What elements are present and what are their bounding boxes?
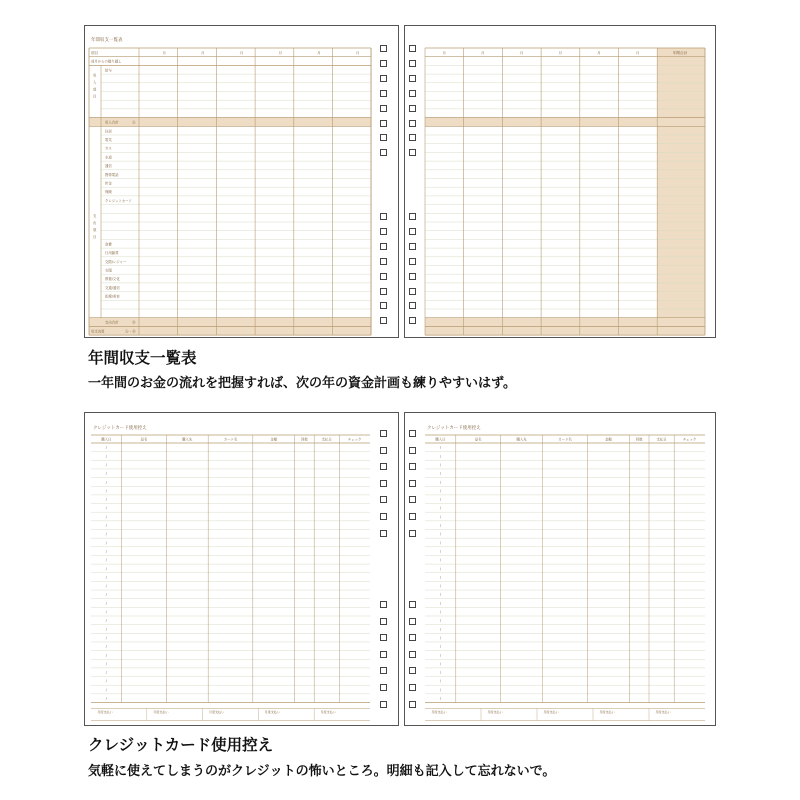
- date-placeholder: /: [105, 687, 107, 692]
- binder-hole: [409, 288, 416, 295]
- column-header: 支払日: [656, 437, 667, 442]
- date-placeholder: /: [439, 610, 441, 614]
- date-placeholder: /: [105, 549, 107, 554]
- footer-label: 月度支払い: [320, 710, 336, 714]
- income-section-char: 項: [93, 87, 97, 92]
- date-placeholder: /: [105, 523, 107, 528]
- date-placeholder: /: [105, 497, 107, 502]
- month-label: 月: [597, 51, 601, 55]
- date-placeholder: /: [439, 471, 441, 476]
- date-placeholder: /: [439, 454, 441, 459]
- expense-item: 食費: [105, 242, 112, 247]
- date-placeholder: /: [439, 670, 441, 675]
- month-label: 月: [355, 51, 360, 55]
- binder-hole: [380, 618, 387, 625]
- expense-item: 交通/通信: [105, 285, 120, 290]
- month-label: 月: [239, 51, 244, 55]
- footer-label: 月度支払い: [264, 710, 281, 714]
- date-placeholder: /: [439, 523, 441, 528]
- date-placeholder: /: [105, 471, 107, 476]
- binder-hole: [380, 90, 387, 97]
- binder-hole: [380, 149, 387, 156]
- carryover-label: 前月からの繰り越し: [91, 59, 122, 64]
- footer-label: 月度支払い: [543, 710, 559, 714]
- month-label: 月: [558, 51, 563, 55]
- expense-item: 保険: [105, 190, 112, 195]
- income-section-char: 目: [93, 94, 97, 99]
- month-label: 月: [635, 51, 640, 55]
- balance-label: 収支決算: [91, 329, 105, 334]
- income-marker: Ⓐ: [132, 120, 136, 125]
- binder-hole: [380, 243, 387, 250]
- credit-left-sheet: [85, 413, 400, 727]
- date-placeholder: /: [439, 635, 441, 640]
- date-placeholder: /: [105, 592, 107, 597]
- column-header: 購入日: [101, 437, 112, 442]
- expense-item: 通信: [105, 164, 112, 169]
- binder-hole: [409, 530, 416, 537]
- date-placeholder: /: [439, 679, 441, 684]
- income-total-label: 収入合計: [105, 120, 119, 125]
- binder-hole: [409, 480, 416, 487]
- binder-hole: [380, 213, 387, 220]
- date-placeholder: /: [105, 679, 107, 684]
- annual-caption-desc: 一年間のお金の流れを把握すれば、次の年の資金計画も練りやすいはず。: [88, 376, 516, 391]
- date-placeholder: /: [439, 696, 441, 701]
- column-header: 回数: [301, 437, 308, 442]
- binder-hole: [409, 701, 416, 708]
- date-placeholder: /: [105, 575, 107, 580]
- month-label: 月: [317, 51, 321, 55]
- date-placeholder: /: [439, 592, 441, 597]
- date-placeholder: /: [439, 687, 441, 692]
- column-header: 購入先: [516, 437, 527, 442]
- date-placeholder: /: [105, 653, 107, 658]
- date-placeholder: /: [439, 661, 441, 666]
- date-placeholder: /: [439, 497, 441, 502]
- date-placeholder: /: [105, 696, 107, 701]
- column-header: 金額: [605, 437, 612, 442]
- expense-section-char: 項: [93, 227, 97, 232]
- binder-hole: [380, 60, 387, 67]
- binder-hole: [409, 302, 416, 309]
- date-placeholder: /: [105, 584, 107, 589]
- date-placeholder: /: [105, 566, 107, 571]
- date-placeholder: /: [439, 445, 441, 450]
- date-placeholder: /: [105, 454, 107, 459]
- expense-item: 衣服: [105, 268, 112, 273]
- date-placeholder: /: [105, 540, 107, 545]
- date-placeholder: /: [105, 661, 107, 666]
- column-header: 支払日: [321, 437, 332, 442]
- expense-item: 住居: [105, 129, 112, 134]
- binder-hole: [409, 651, 416, 658]
- binder-hole: [380, 496, 387, 503]
- date-placeholder: /: [105, 610, 107, 614]
- annual-caption-title: 年間収支一覧表: [88, 349, 197, 367]
- header-label: 項目: [91, 51, 99, 55]
- date-placeholder: /: [105, 558, 107, 563]
- binder-hole: [380, 105, 387, 112]
- date-placeholder: /: [439, 584, 441, 589]
- binder-hole: [380, 667, 387, 674]
- credit-right-sheet: [405, 413, 717, 727]
- credit-left-page: [84, 412, 399, 726]
- binder-hole: [380, 134, 387, 141]
- expense-item: 貯金: [105, 181, 112, 186]
- binder-hole: [380, 228, 387, 235]
- footer-label: 月度支払い: [655, 710, 671, 714]
- expense-item: 携帯電話: [105, 172, 119, 177]
- sheet-title: 年間収支一覧表: [91, 38, 123, 43]
- date-placeholder: /: [105, 618, 107, 623]
- credit-caption-title: クレジットカード使用控え: [88, 736, 274, 754]
- credit-right-page: [404, 412, 716, 726]
- date-placeholder: /: [105, 462, 107, 467]
- footer-label: 月度支払い: [153, 710, 169, 714]
- date-placeholder: /: [439, 506, 441, 511]
- footer-label: 月度支払い: [97, 710, 113, 714]
- binder-hole: [409, 60, 416, 67]
- binder-hole: [409, 634, 416, 641]
- income-section-char: 入: [93, 80, 97, 85]
- date-placeholder: /: [439, 575, 441, 580]
- expense-item: ガス: [105, 146, 112, 151]
- column-header: チェック: [347, 437, 362, 442]
- binder-hole: [409, 90, 416, 97]
- date-placeholder: /: [439, 540, 441, 545]
- binder-hole: [409, 317, 416, 324]
- annual-total-label: 年間合計: [672, 51, 688, 55]
- date-placeholder: /: [105, 627, 107, 632]
- date-placeholder: /: [439, 627, 441, 632]
- annual-left-page: [84, 25, 399, 338]
- binder-hole: [380, 302, 387, 309]
- income-item: 給与: [105, 68, 112, 73]
- annual-left-sheet: [85, 26, 400, 339]
- date-placeholder: /: [439, 462, 441, 467]
- binder-hole: [380, 513, 387, 520]
- column-header: 回数: [635, 437, 643, 442]
- income-section-char: 収: [93, 73, 97, 78]
- footer-label: 月度支払い: [487, 710, 503, 714]
- date-placeholder: /: [105, 480, 107, 485]
- month-label: 月: [201, 51, 205, 55]
- binder-hole: [380, 601, 387, 608]
- annual-right-sheet: [405, 26, 717, 339]
- annual-right-page: [404, 25, 716, 338]
- column-header: カード名: [223, 437, 238, 442]
- expense-item: 電気: [105, 138, 112, 142]
- date-placeholder: /: [439, 566, 441, 571]
- annual-total-column: [657, 48, 705, 335]
- month-label: 月: [442, 51, 446, 55]
- expense-item: 交際/レジャー: [105, 259, 127, 264]
- date-placeholder: /: [105, 506, 107, 511]
- binder-hole: [409, 105, 416, 112]
- binder-hole: [380, 530, 387, 537]
- expense-item: クレジットカード: [105, 198, 132, 203]
- binder-hole: [380, 288, 387, 295]
- month-label: 月: [278, 51, 283, 55]
- column-header: 品名: [140, 437, 148, 442]
- date-placeholder: /: [439, 514, 441, 519]
- date-placeholder: /: [439, 558, 441, 563]
- binder-hole: [409, 496, 416, 503]
- binder-hole: [380, 634, 387, 641]
- binder-hole: [409, 258, 416, 265]
- binder-hole: [409, 149, 416, 156]
- binder-hole: [380, 273, 387, 280]
- binder-hole: [380, 447, 387, 454]
- binder-hole: [409, 513, 416, 520]
- date-placeholder: /: [439, 532, 441, 537]
- binder-hole: [409, 463, 416, 470]
- date-placeholder: /: [105, 514, 107, 519]
- binder-hole: [380, 45, 387, 52]
- binder-hole: [409, 667, 416, 674]
- binder-hole: [409, 134, 416, 141]
- column-header: 金額: [270, 437, 278, 442]
- binder-hole: [380, 701, 387, 708]
- date-placeholder: /: [439, 480, 441, 485]
- date-placeholder: /: [105, 601, 107, 606]
- binder-hole: [380, 75, 387, 82]
- expense-item: 水道: [105, 155, 112, 160]
- expense-total-label: 支出合計: [105, 320, 119, 325]
- binder-hole: [409, 228, 416, 235]
- footer-label: 月度支払い: [208, 710, 225, 714]
- date-placeholder: /: [105, 644, 107, 649]
- month-label: 月: [481, 51, 485, 55]
- expense-item: 日用雑貨: [105, 251, 119, 256]
- binder-hole: [409, 273, 416, 280]
- expense-item: 医療/美容: [105, 294, 120, 299]
- month-label: 月: [162, 51, 166, 55]
- sheet-title: クレジットカード使用控え: [93, 426, 147, 431]
- sheet-title: クレジットカード使用控え: [427, 426, 481, 431]
- column-header: 品名: [474, 437, 482, 442]
- binder-hole: [409, 601, 416, 608]
- binder-hole: [409, 430, 416, 437]
- column-header: カード名: [558, 437, 572, 442]
- column-header: 購入日: [435, 437, 446, 442]
- binder-hole: [380, 317, 387, 324]
- binder-hole: [380, 258, 387, 265]
- date-placeholder: /: [105, 488, 107, 493]
- binder-hole: [380, 480, 387, 487]
- expense-section-char: 出: [93, 220, 97, 225]
- footer-label: 月度支払い: [431, 710, 447, 714]
- binder-hole: [380, 120, 387, 127]
- credit-caption-desc: 気軽に使えてしまうのがクレジットの怖いところ。明細も記入して忘れないで。: [88, 764, 556, 779]
- month-label: 月: [519, 51, 524, 55]
- binder-hole: [380, 684, 387, 691]
- date-placeholder: /: [105, 635, 107, 640]
- binder-hole: [409, 75, 416, 82]
- date-placeholder: /: [105, 532, 107, 537]
- date-placeholder: /: [105, 445, 107, 450]
- binder-hole: [409, 618, 416, 625]
- binder-hole: [380, 651, 387, 658]
- binder-hole: [409, 684, 416, 691]
- date-placeholder: /: [439, 644, 441, 649]
- expense-item: 教養/文化: [105, 277, 120, 282]
- expense-marker: Ⓑ: [132, 320, 136, 325]
- date-placeholder: /: [105, 670, 107, 675]
- date-placeholder: /: [439, 549, 441, 554]
- expense-section-char: 支: [93, 213, 97, 218]
- binder-hole: [380, 463, 387, 470]
- date-placeholder: /: [439, 601, 441, 606]
- column-header: 購入先: [182, 437, 193, 442]
- binder-hole: [409, 213, 416, 220]
- date-placeholder: /: [439, 488, 441, 493]
- column-header: チェック: [682, 437, 697, 442]
- date-placeholder: /: [439, 618, 441, 623]
- footer-label: 月度支払い: [599, 710, 615, 714]
- binder-hole: [380, 430, 387, 437]
- binder-hole: [409, 243, 416, 250]
- binder-hole: [409, 120, 416, 127]
- expense-section-char: 目: [93, 234, 97, 239]
- binder-hole: [409, 447, 416, 454]
- binder-hole: [409, 45, 416, 52]
- balance-formula: Ⓐ - Ⓑ: [125, 329, 136, 334]
- date-placeholder: /: [439, 653, 441, 658]
